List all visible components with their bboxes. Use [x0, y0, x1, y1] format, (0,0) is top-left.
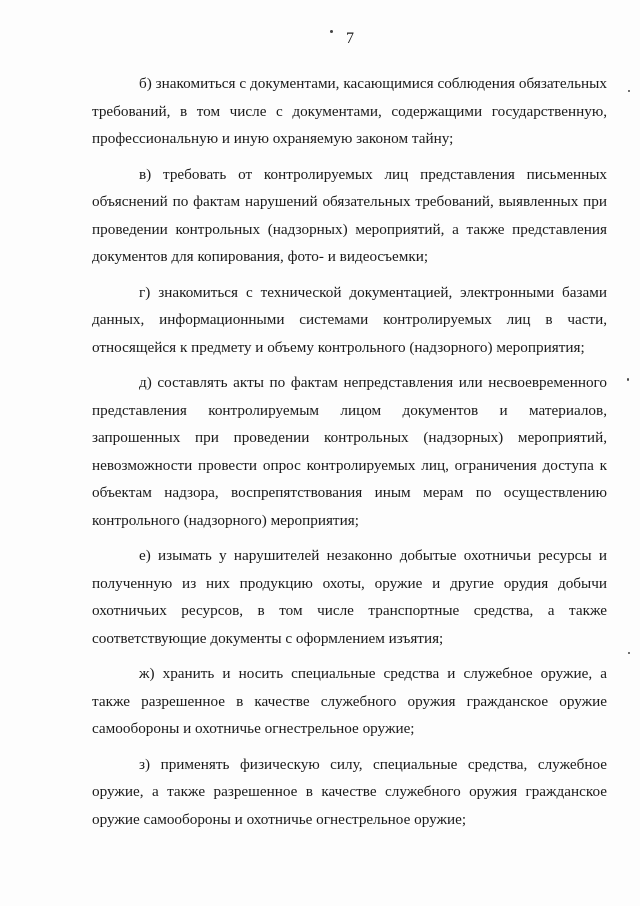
paragraph-zh: ж) хранить и носить специальные средства и служебное оружие, а также разрешенное в качестве служебного оружия гражданское оружие самообороны и охотничье огнестрельное оружие; [92, 665, 607, 737]
scan-speck [628, 652, 630, 654]
paragraph-e: е) изымать у нарушителей незаконно добытые охотничьи ресурсы и полученную из них продукцию охоты, оружие и другие орудия добычи охотничьих ресурсов, в том числе транспортные средства, а также соответствующие документы с оформлением изъятия; [92, 547, 607, 647]
scan-speck [628, 90, 630, 92]
paragraph-d: д) составлять акты по фактам непредставления или несвоевременного представления контролируемым лицом документов и материалов, запрошенных при проведении контрольных (надзорных) мероприятий, невозможности провести опрос контролируемых лиц, ограничения доступа к объектам надзора, воспрепятствования иным мерам по осуществлению контрольного (надзорного) мероприятия; [92, 374, 607, 529]
paragraph-z: з) применять физическую силу, специальные средства, служебное оружие, а также разрешенное в качестве служебного оружия гражданское оружие самообороны и охотничье огнестрельное оружие; [92, 755, 607, 828]
page-number: 7 [346, 30, 354, 47]
paragraph-b: б) знакомиться с документами, касающимися соблюдения обязательных требований, в том числе с документами, содержащими государственную, профессиональную и иную охраняемую законом тайну; [92, 75, 607, 147]
paragraph-v: в) требовать от контролируемых лиц представления письменных объяснений по фактам нарушений обязательных требований, выявленных при проведении контрольных (надзорных) мероприятий, а также представления документов для копирования, фото- и видеосъемки; [92, 165, 607, 265]
scan-speck [627, 378, 629, 381]
document-body [92, 70, 607, 833]
paragraph-g: г) знакомиться с технической документацией, электронными базами данных, информационными системами контролируемых лиц в части, относящейся к предмету и объему контрольного (надзорного) мероприятия; [92, 283, 607, 356]
